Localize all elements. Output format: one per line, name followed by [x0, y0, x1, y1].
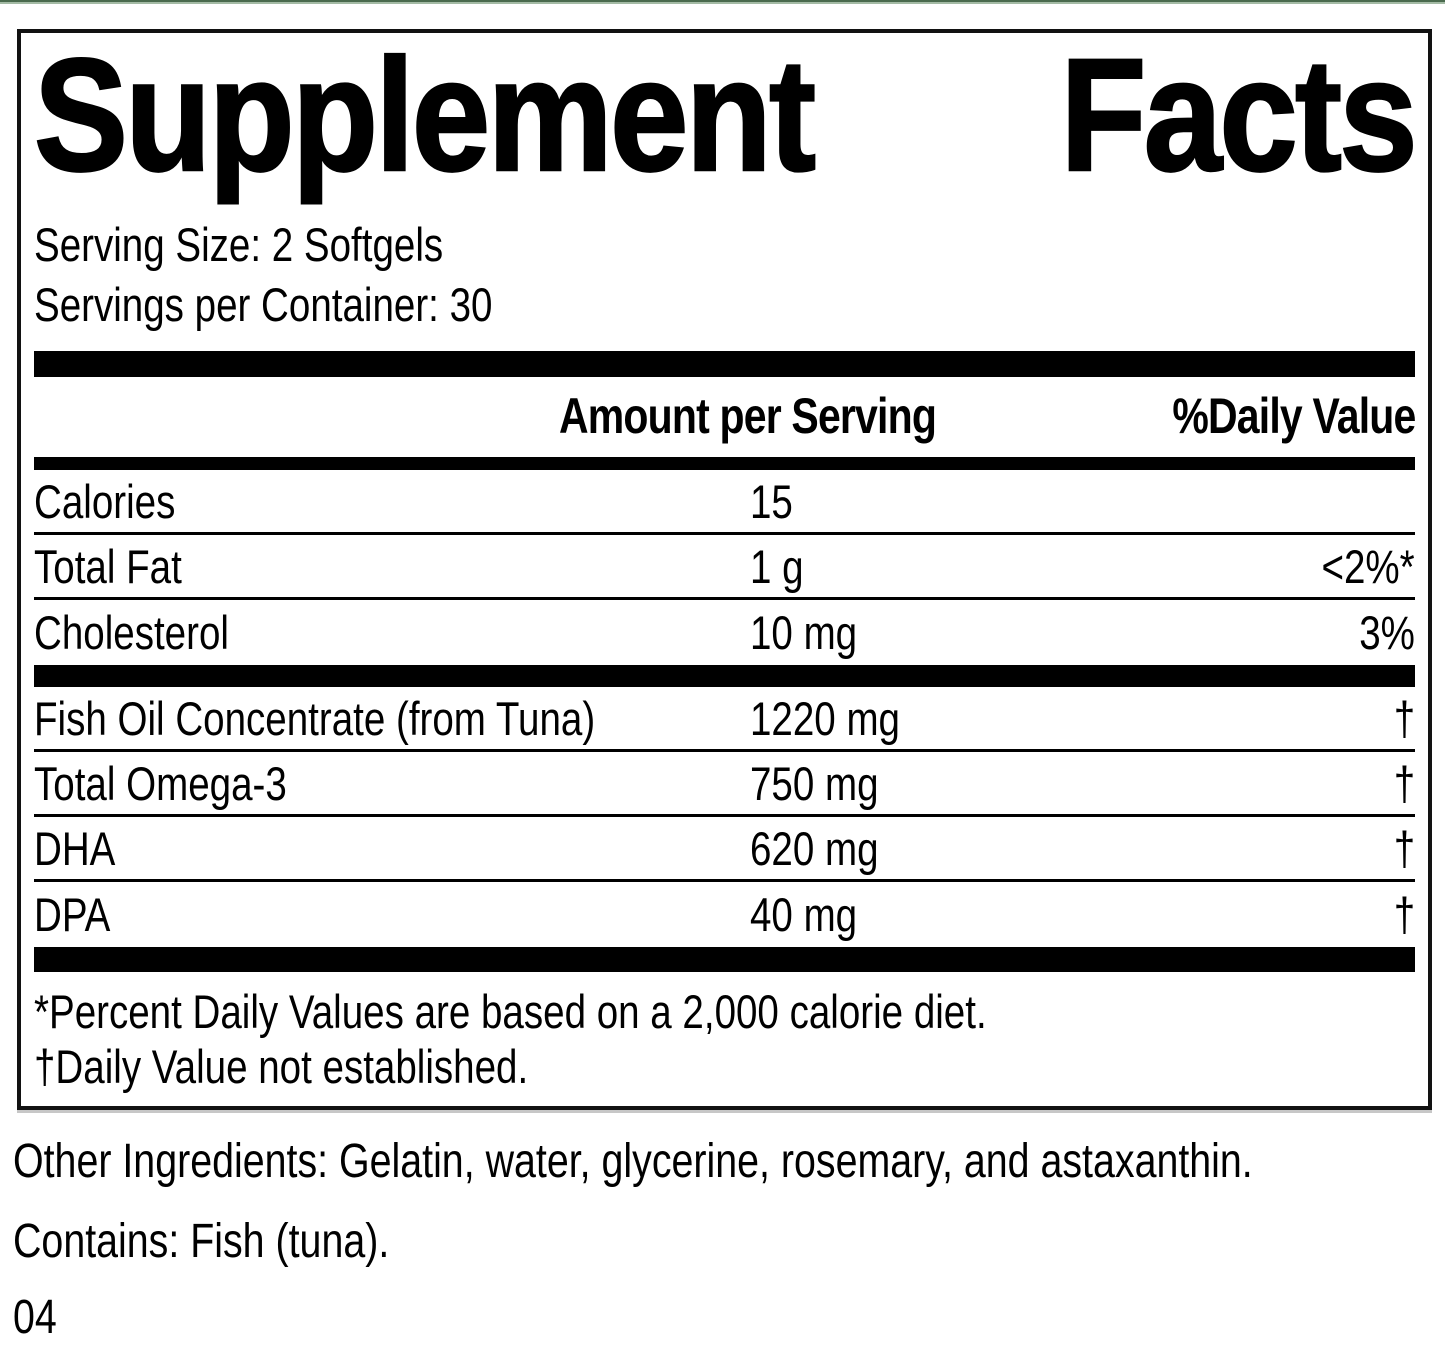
label-code-text: 04: [13, 1291, 57, 1344]
supplement-dv dagger-mark: †: [1393, 888, 1415, 941]
top-accent-bar: [0, 0, 1445, 4]
nutrient-name: Cholesterol: [34, 606, 229, 659]
divider-bar-top: [34, 351, 1415, 377]
servings-per-container-line: [34, 275, 1415, 335]
supplement-dv dagger-mark: †: [1393, 756, 1415, 810]
contains-text: Contains: Fish (tuna).: [13, 1215, 390, 1268]
daily-value-header: %Daily Value: [1171, 388, 1415, 444]
nutrient-name: Calories: [34, 474, 176, 528]
serving-size-text: Serving Size: 2 Softgels: [34, 218, 444, 271]
divider-bar-under-header: [34, 457, 1415, 470]
servings-per-container-text: Servings per Container: 30: [34, 278, 493, 331]
supplement-dv dagger-mark: †: [1393, 821, 1415, 875]
nutrient-amount: 15: [750, 474, 793, 528]
supplement-row-dpa: [34, 882, 1415, 947]
supplement-amount: 40 mg: [750, 888, 858, 941]
supplement-dv dagger-mark: †: [1393, 691, 1415, 745]
below-panel-text: [13, 1136, 1445, 1344]
supplement-facts-panel: [17, 25, 1432, 1110]
title-word-supplement: Supplement: [34, 25, 814, 204]
supplement-row-total-omega-3: [34, 752, 1415, 817]
footnote-dagger-text: †Daily Value not established.: [34, 1040, 529, 1093]
label-code-line: [13, 1292, 1445, 1344]
nutrient-name: Total Fat: [34, 539, 182, 593]
supplement-row-dha: [34, 817, 1415, 882]
nutrient-row-total-fat: [34, 535, 1415, 600]
nutrient-row-calories: [34, 470, 1415, 535]
supplement-name: Fish Oil Concentrate (from Tuna): [34, 691, 596, 745]
footnote-percent-dv-text: *Percent Daily Values are based on a 2,000 calorie diet.: [34, 985, 987, 1038]
nutrient-row-cholesterol: [34, 600, 1415, 665]
other-ingredients-text: Other Ingredients: Gelatin, water, glycerine, rosemary, and astaxanthin.: [13, 1135, 1253, 1188]
serving-info: [34, 215, 1415, 335]
divider-bar-bottom: [34, 947, 1415, 972]
nutrient-amount: 10 mg: [750, 606, 858, 659]
nutrient-dv: 3%: [1359, 606, 1415, 659]
footnote-percent-dv: [34, 984, 1415, 1039]
footnotes: [34, 972, 1415, 1106]
contains-line: [13, 1216, 1445, 1268]
supplement-amount: 750 mg: [750, 756, 879, 810]
panel-title: [34, 25, 1415, 204]
supplement-name: DPA: [34, 888, 111, 941]
nutrient-amount: 1 g: [750, 539, 804, 593]
supplement-amount: 1220 mg: [750, 691, 900, 745]
serving-size-line: [34, 215, 1415, 275]
footnote-dagger: [34, 1039, 1415, 1094]
supplement-row-fish-oil: [34, 687, 1415, 752]
amount-per-serving-header: Amount per Serving: [559, 388, 937, 444]
supplement-amount: 620 mg: [750, 821, 879, 875]
supplement-name: Total Omega-3: [34, 756, 287, 810]
title-word-facts: Facts: [1060, 25, 1415, 204]
supplement-name: DHA: [34, 821, 116, 875]
other-ingredients-line: [13, 1136, 1445, 1188]
nutrient-dv: <2%*: [1321, 539, 1415, 593]
divider-bar-middle: [34, 665, 1415, 687]
column-header-row: [34, 377, 1415, 457]
